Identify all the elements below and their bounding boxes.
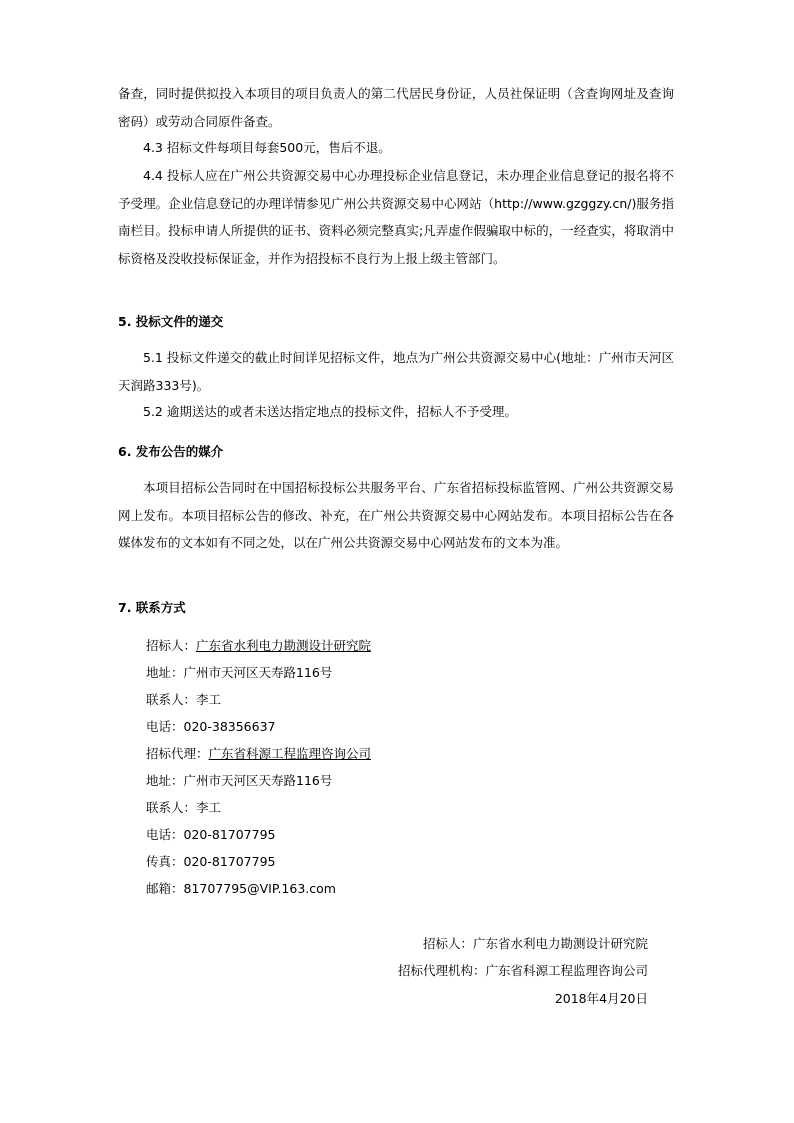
tenderer-phone: 电话：020-38356637 — [146, 719, 276, 734]
tenderer-label: 招标人： — [146, 638, 197, 653]
section-4-3: 4.3 招标文件每项目每套500元，售后不退。 — [143, 140, 391, 155]
section-5-1: 5.1 投标文件递交的截止时间详见招标文件，地点为广州公共资源交易中心(地址：广州市天河区天润路333号)。 — [118, 350, 674, 393]
heading-section-5: 5. 投标文件的递交 — [118, 314, 224, 329]
agent-label: 招标代理： — [146, 746, 209, 761]
signature-date: 2018年4月20日 — [554, 991, 648, 1006]
agent-fax: 传真：020-81707795 — [146, 854, 276, 869]
continued-paragraph: 备查，同时提供拟投入本项目的项目负责人的第二代居民身份证，人员社保证明（含查询网址及查询密码）或劳动合同原件备查。 — [118, 86, 674, 129]
heading-section-6: 6. 发布公告的媒介 — [118, 444, 224, 459]
tenderer-contact: 联系人：李工 — [146, 692, 222, 707]
tenderer-line — [146, 638, 371, 654]
section-4-4: 4.4 投标人应在广州公共资源交易中心办理投标企业信息登记，未办理企业信息登记的报名将不予受理。企业信息登记的办理详情参见广州公共资源交易中心网站（http://www.gzggzy.cn/)服务指南栏目。投标申请人所提供的证书、资料必须完整真实;凡弄虚作假骗取中标的，一经查实，将取消中标资格及没收投标保证金，并作为招投标不良行为上报上级主管部门。 — [118, 168, 674, 266]
agent-phone: 电话：020-81707795 — [146, 827, 276, 842]
agent-email: 邮箱：81707795@VIP.163.com — [146, 881, 336, 896]
heading-section-7: 7. 联系方式 — [118, 600, 186, 615]
agent-address: 地址：广州市天河区天寿路116号 — [146, 773, 333, 788]
section-5-2: 5.2 逾期送达的或者未送达指定地点的投标文件，招标人不予受理。 — [143, 404, 517, 419]
tenderer-name: 广东省水利电力勘测设计研究院 — [196, 638, 372, 653]
agent-line — [146, 746, 371, 762]
agent-name: 广东省科源工程监理咨询公司 — [208, 746, 372, 761]
section-6-paragraph: 本项目招标公告同时在中国招标投标公共服务平台、广东省招标投标监管网、广州公共资源交易网上发布。本项目招标公告的修改、补充，在广州公共资源交易中心网站发布。本项目招标公告在各媒体发布的文本如有不同之处，以在广州公共资源交易中心网站发布的文本为准。 — [118, 480, 674, 550]
tenderer-address: 地址：广州市天河区天寿路116号 — [146, 665, 333, 680]
signature-tenderer: 招标人：广东省水利电力勘测设计研究院 — [422, 936, 648, 951]
signature-agent: 招标代理机构：广东省科源工程监理咨询公司 — [397, 963, 648, 978]
agent-contact: 联系人：李工 — [146, 800, 222, 815]
